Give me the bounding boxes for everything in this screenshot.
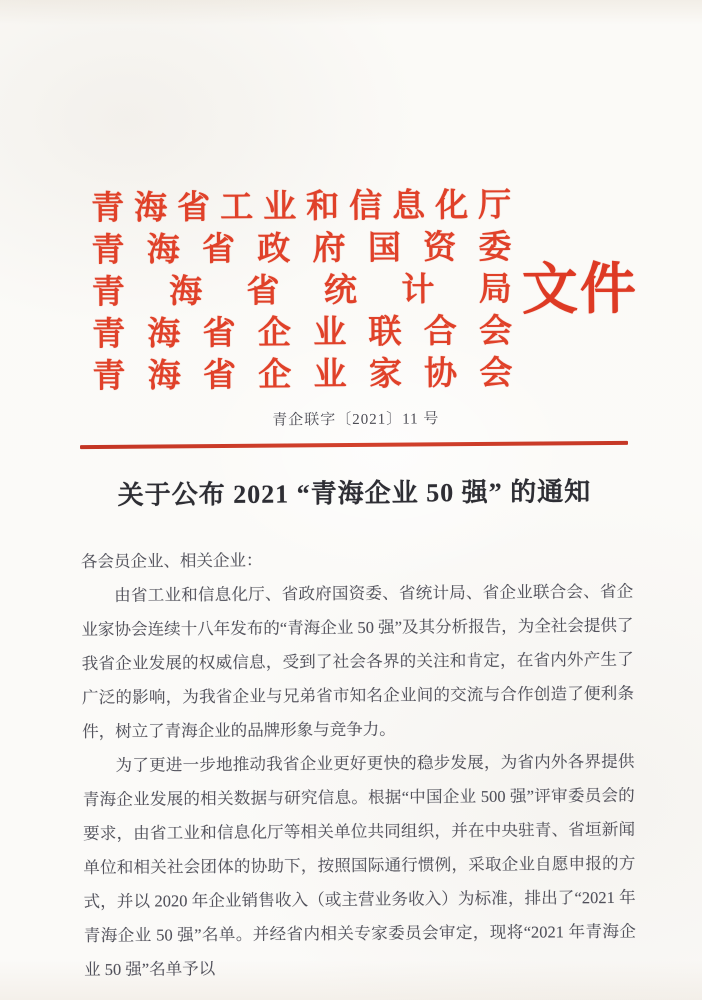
red-divider-line: [80, 441, 628, 449]
salutation: 各会员企业、相关企业：: [80, 550, 263, 572]
document-number: 青企联字〔2021〕11 号: [272, 411, 440, 429]
letterhead: [91, 180, 645, 394]
agency-name-3: 青 海 省 统 计 局: [91, 271, 512, 311]
document-type-label: 文件: [521, 258, 639, 322]
agency-name-5: 青 海 省 企 业 家 协 会: [92, 355, 513, 395]
body-paragraph-2: 为了更进一步地推动我省企业更好更快的稳步发展，为省内外各界提供青海企业发展的相关数据与研究信息。根据“中国企业 500 强”评审委员会的要求，由省工业和信息化厅等相关单位共同组织，并在中央驻青、省垣新闻单位和相关社会团体的协助下，按照国际通行惯例，采取企业自愿申报的方式，并以 2020 年企业销售收入（或主营业务收入）为标准，排出了“2021 年青海企业 50 强”名单。并经省内相关专家委员会审定，现将“2021 年青海企业 50 强”名单予以: [82, 751, 636, 980]
agency-name-4: 青 海 省 企 业 联 合 会: [91, 313, 513, 353]
body-paragraph-1: 由省工业和信息化厅、省政府国资委、省统计局、省企业联合会、省企业家协会连续十八年发布的“青海企业 50 强”及其分析报告，为全社会提供了我省企业发展的权威信息，受到了社会各界的关注和肯定，在省内外产生了广泛的影响，为我省企业与兄弟省市知名企业间的交流与合作创造了便利条件，树立了青海企业的品牌形象与竞争力。: [81, 581, 635, 742]
agency-name-1: 青 海 省 工 业 和 信 息 化 厅: [91, 187, 512, 227]
document-title: 关于公布 2021 “青海企业 50 强” 的通知: [117, 477, 592, 510]
document-body: [81, 541, 636, 987]
agency-name-2: 青 海 省 政 府 国 资 委: [91, 229, 512, 269]
agency-name-stack: [91, 181, 513, 394]
